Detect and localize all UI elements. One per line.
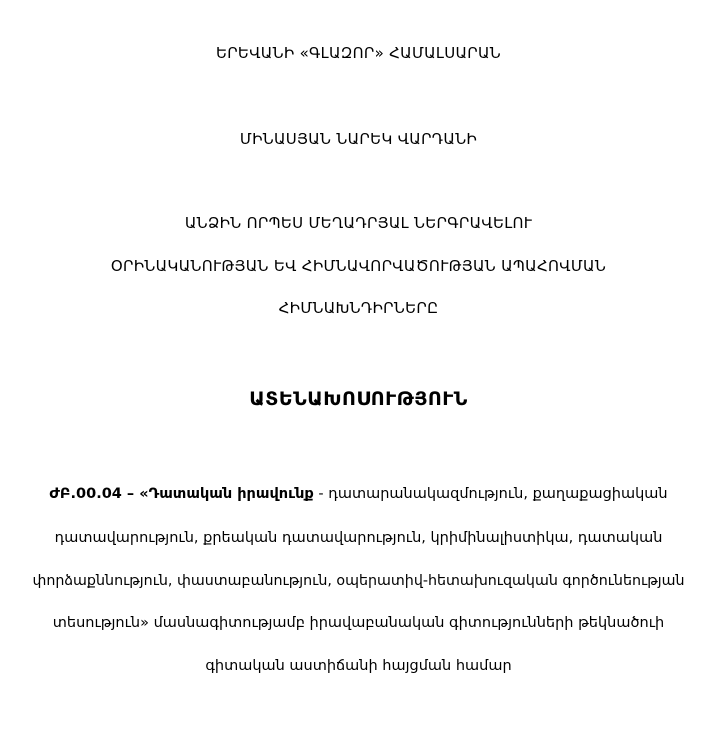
specialty-line-4: տեսություն» մասնագիտությամբ իրավաբանական գիտությունների թեկնածուի bbox=[52, 615, 665, 631]
author-name: ՄԻՆԱՍՅԱՆ ՆԱՐԵԿ ՎԱՐԴԱՆԻ bbox=[239, 130, 478, 148]
thesis-title-line-2: ՕՐԻՆԱԿԱՆՈՒԹՅԱՆ ԵՎ ՀԻՄՆԱՎՈՐՎԱԾՈՒԹՅԱՆ ԱՊԱՀՈՎՄԱՆ bbox=[110, 257, 607, 275]
thesis-title-line-1: ԱՆՁԻՆ ՈՐՊԵՍ ՄԵՂԱԴՐՅԱԼ ՆԵՐԳՐԱՎԵԼՈՒ bbox=[184, 214, 533, 232]
specialty-line-1 bbox=[30, 484, 687, 504]
specialty-line-1-rest: - դատարանակազմություն, քաղաքացիական bbox=[313, 486, 668, 502]
specialty-line-3: փորձաքննություն, փաստաբանություն, օպերատիվ-հետախուզական գործունեության bbox=[32, 573, 685, 589]
specialty-line-5: գիտական աստիճանի հայցման համար bbox=[205, 658, 512, 674]
specialty-line-2: դատավարություն, քրեական դատավարություն, կրիմինալիստիկա, դատական bbox=[54, 530, 663, 546]
specialty-code: ԺԲ.00.04 – «Դատական իրավունք bbox=[49, 486, 314, 502]
document-type-heading: ԱՏԵՆԱԽՈՍՈՒԹՅՈՒՆ bbox=[249, 388, 468, 410]
thesis-title-line-3: ՀԻՄՆԱԽՆԴԻՐՆԵՐԸ bbox=[278, 299, 439, 317]
university-name: ԵՐԵՎԱՆԻ «ԳԼԱԶՈՐ» ՀԱՄԱԼՍԱՐԱՆ bbox=[215, 44, 502, 62]
